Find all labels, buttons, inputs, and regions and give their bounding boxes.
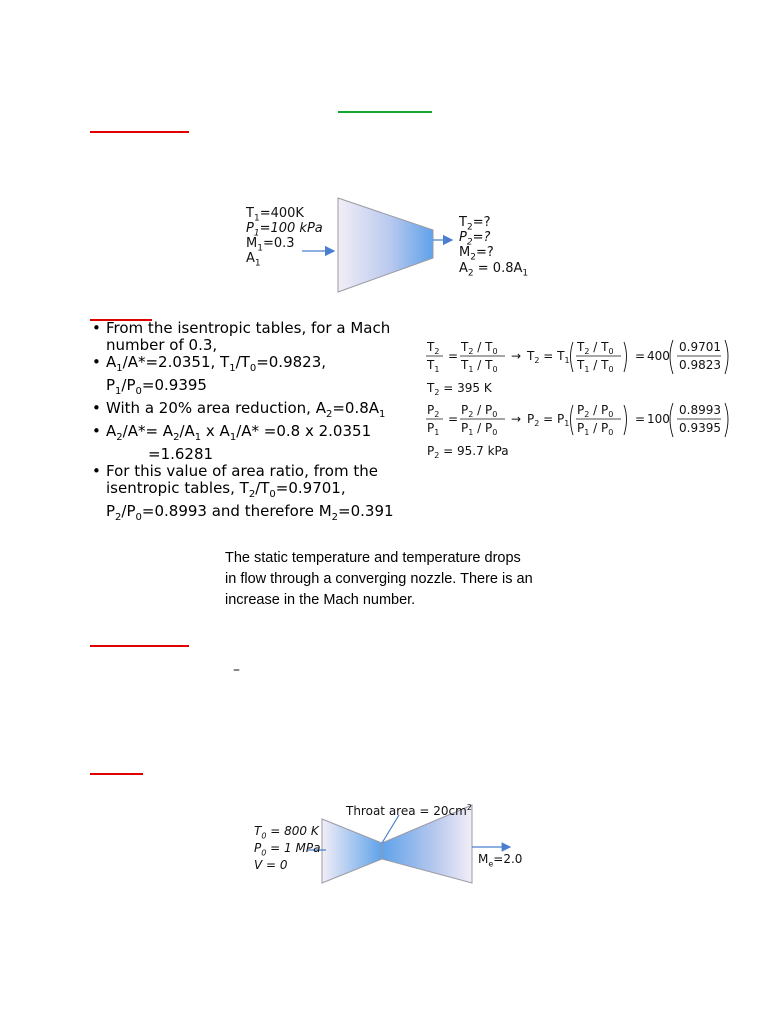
eq-equals-1: =: [448, 349, 459, 363]
converging-diverging-nozzle-figure: [248, 795, 548, 905]
conclusion-note: [225, 548, 545, 611]
eq-equals-3: =: [448, 412, 459, 426]
equation-block: [423, 336, 737, 466]
bullet-5: • For this value of area ratio, from the: [90, 463, 415, 480]
eq-t-multiplier: 400: [647, 349, 670, 363]
eq-t2-result: $T_2 = 395$ K: [427, 381, 492, 397]
red-rule-1: [90, 131, 189, 133]
eq-t-ratio-num: 0.9701: [679, 340, 721, 354]
red-rule-4: [90, 773, 143, 775]
eq-p2p0-num-2: $P_2 / P_0$: [577, 403, 614, 419]
solution-bullet-list: [90, 320, 415, 526]
exit-mach-label: $M_e=2.0$: [478, 852, 523, 869]
note-line-1: The static temperature and temperature drops: [225, 550, 521, 566]
eq-p1p0-den: $P_1 / P_0$: [461, 421, 498, 437]
eq-equals-4: =: [635, 412, 646, 426]
bullet-5-cont-1: isentropic tables, $T_2/T_0=0.9701$,: [106, 479, 346, 500]
eq-p2p0-num: $P_2 / P_0$: [461, 403, 498, 419]
eq-arrow-2: →: [511, 412, 522, 426]
eq-t1-den: $T_1$: [427, 358, 440, 374]
bullet-5-cont-2: $P_2/P_0=0.8993$ and therefore $M_2=0.391$: [106, 502, 394, 523]
eq-t1t0-den-2: $T_1 / T_0$: [577, 358, 614, 374]
bullet-4-cont: =1.6281: [148, 445, 214, 463]
converging-section: [322, 819, 382, 883]
bullet-3: • With a 20% area reduction, $A_2=0.8A_1$: [90, 400, 415, 423]
outlet-mach-label: $M_2=$?: [459, 245, 494, 263]
stagnation-temperature-label: $T_0 = 800$ K: [254, 824, 319, 841]
note-line-3: increase in the Mach number.: [225, 592, 416, 608]
inlet-temperature-label: $T_1=400K$: [246, 206, 304, 224]
bullet-2-cont: $P_1/P_0=0.9395$: [106, 376, 207, 397]
bullet-1: • From the isentropic tables, for a Mach: [90, 320, 415, 337]
eq-p-ratio-den: 0.9395: [679, 421, 721, 435]
eq-t2-solve: $T_2 = T_1$: [527, 349, 570, 365]
inlet-area-label: $A_1$: [246, 251, 261, 269]
eq-t2t0-num-2: $T_2 / T_0$: [577, 340, 614, 356]
note-line-2: in flow through a converging nozzle. There is an: [225, 571, 533, 587]
eq-p2-num: $P_2$: [427, 403, 440, 419]
eq-p-ratio-num: 0.8993: [679, 403, 721, 417]
eq-t2t0-num: $T_2 / T_0$: [461, 340, 498, 356]
eq-p2-solve: $P_2 = P_1$: [527, 412, 570, 428]
eq-p-multiplier: 100: [647, 412, 670, 426]
ratio-equations: [423, 336, 737, 466]
eq-t1t0-den: $T_1 / T_0$: [461, 358, 498, 374]
eq-p1p0-den-2: $P_1 / P_0$: [577, 421, 614, 437]
eq-equals-2: =: [635, 349, 646, 363]
stagnation-pressure-label: $P_0 = 1$ MPa: [254, 841, 321, 858]
nozzle-shape: [338, 198, 433, 292]
dash-mark: –: [233, 662, 240, 678]
bullet-2: • $A_1/A*=2.0351$, $T_1/T_0=0.9823$,: [90, 354, 415, 377]
outlet-pressure-label: $P_2=$?: [459, 230, 491, 248]
eq-p1-den: $P_1$: [427, 421, 440, 437]
eq-t-ratio-den: 0.9823: [679, 358, 721, 372]
green-rule: [338, 111, 432, 113]
converging-nozzle-figure: [238, 196, 538, 296]
bullet-4: • $A_2/A*= A_2/A_1$ x $A_1/A* =0.8$ x 2.0351: [90, 423, 415, 446]
inlet-velocity-label: V = 0: [254, 858, 288, 872]
red-rule-3: [90, 645, 189, 647]
eq-t2-num: $T_2$: [427, 340, 440, 356]
throat-area-label: Throat area = $20cm^2$: [346, 803, 472, 818]
inlet-pressure-label: $P_1=100$ kPa: [246, 221, 323, 239]
temperature-ratio-equation: [426, 340, 728, 374]
pressure-ratio-equation: [426, 403, 728, 437]
outlet-temperature-label: $T_2=$?: [459, 215, 491, 233]
inlet-mach-label: $M_1=0.3$: [246, 236, 295, 254]
eq-p2-result: $P_2 = 95.7$ kPa: [427, 444, 509, 460]
bullet-1-cont: number of 0.3,: [106, 336, 218, 354]
eq-arrow-1: →: [511, 349, 522, 363]
outlet-area-label: $A_2 = 0.8A_1$: [459, 261, 529, 279]
